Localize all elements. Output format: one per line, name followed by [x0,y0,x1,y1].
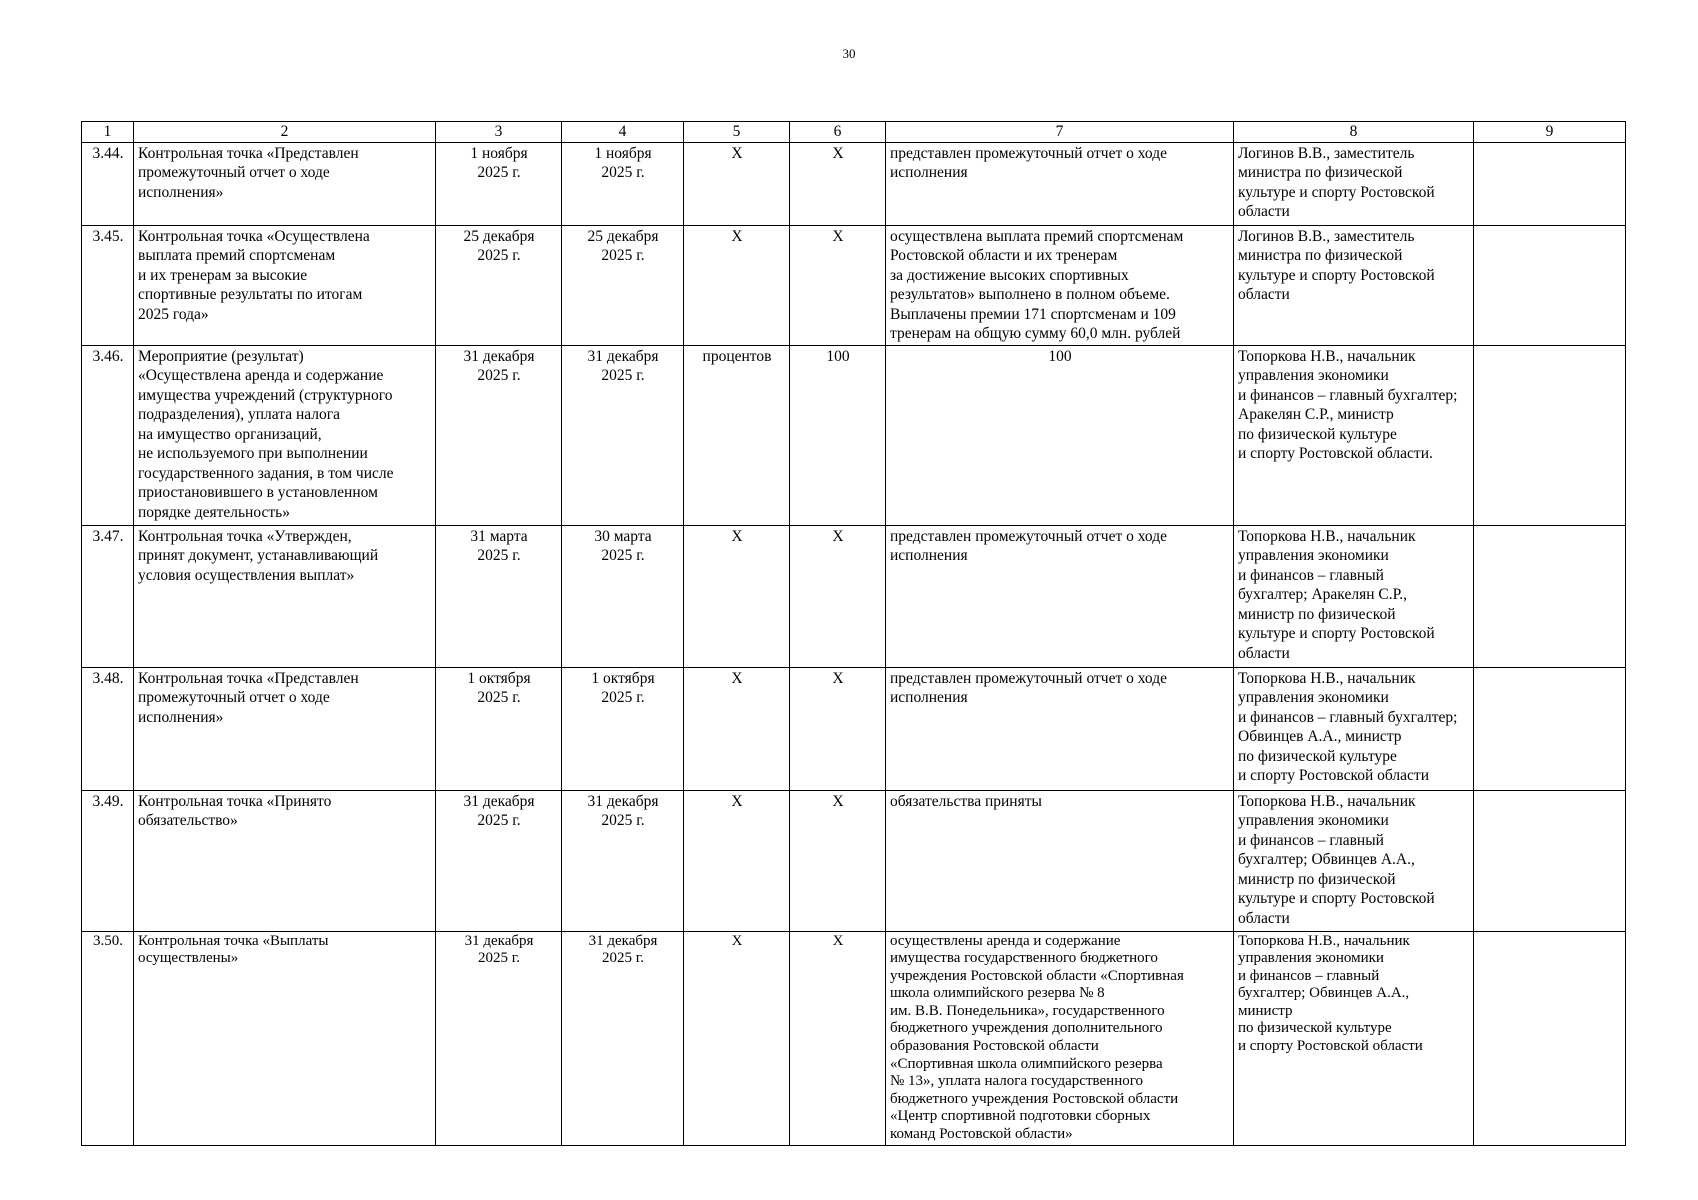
responsible-person-cell-line: культуре и спорту Ростовской [1238,890,1435,907]
result-description-cell-line: «Спортивная школа олимпийского резерва [890,1055,1163,1072]
unit-cell: процентов [684,345,790,525]
row-number: 3.46. [82,345,134,525]
item-name-cell-line: государственного задания, в том числе [138,464,394,482]
item-name-cell [134,225,436,345]
responsible-person-cell-line: Логинов В.В., заместитель [1238,227,1415,245]
planned-date-cell [436,525,562,667]
notes-cell [1474,345,1626,525]
item-name-cell-line: Контрольная точка «Утвержден, [138,527,352,545]
actual-date-cell [562,525,684,667]
responsible-person-cell-line: бухгалтер; Обвинцев А.А., [1238,985,1410,1002]
planned-date-cell-line: 31 декабря [463,792,535,810]
actual-date-cell-line: 2025 г. [601,247,645,264]
item-name-cell-line: имущества учреждений (структурного [138,386,393,404]
result-description-cell-line: исполнения [890,164,968,181]
item-name-cell-line: порядке деятельность» [138,503,290,521]
actual-date-cell-line: 30 марта [594,527,652,545]
planned-date-cell-line: 31 марта [470,527,528,545]
responsible-person-cell-line: министр по физической [1238,605,1396,623]
responsible-person-cell-line: области [1238,286,1290,303]
item-name-cell-line: и их тренерам за высокие [138,266,308,284]
column-header-4: 4 [562,122,684,143]
item-name-cell-line: Контрольная точка «Представлен [138,144,359,162]
result-description-cell-line: образования Ростовской области [890,1038,1099,1055]
actual-date-cell [562,667,684,790]
table-row [82,225,1626,345]
item-name-cell-line: спортивные результаты по итогам [138,286,363,303]
planned-value-cell: X [790,931,886,1145]
row-number: 3.50. [82,931,134,1145]
planned-date-cell-line: 2025 г. [477,689,521,706]
item-name-cell-line: на имущество организаций, [138,425,322,443]
table-row [82,142,1626,225]
page-number: 30 [842,46,856,61]
result-description-cell-line: Выплачены премии 171 спортсменам и 109 [890,305,1176,323]
actual-date-cell-line: 2025 г. [601,812,645,829]
item-name-cell-line: не используемого при выполнении [138,445,368,462]
responsible-person-cell-line: культуре и спорту Ростовской [1238,625,1435,642]
unit-cell: X [684,525,790,667]
planned-date-cell [436,790,562,931]
responsible-person-cell-line: министр [1238,1002,1293,1019]
result-description-cell-line: за достижение высоких спортивных [890,266,1129,284]
planned-date-cell-line: 2025 г. [477,812,521,829]
responsible-person-cell-line: и финансов – главный [1238,566,1384,584]
row-number: 3.44. [82,142,134,225]
responsible-person-cell-line: и финансов – главный бухгалтер; [1238,386,1458,404]
planned-date-cell [436,667,562,790]
responsible-person-cell-line: управления экономики [1238,812,1389,829]
actual-date-cell [562,931,684,1145]
item-name-cell-line: условия осуществления выплат» [138,566,355,584]
table-row [82,525,1626,667]
notes-cell [1474,142,1626,225]
item-name-cell-line: Контрольная точка «Осуществлена [138,227,370,245]
actual-date-cell-line: 2025 г. [601,689,645,706]
planned-date-cell-line: 31 декабря [464,932,534,949]
table-row [82,790,1626,931]
responsible-person-cell-line: министр по физической [1238,870,1396,888]
notes-cell [1474,790,1626,931]
item-name-cell [134,931,436,1145]
responsible-person-cell-line: Топоркова Н.В., начальник [1238,669,1416,687]
planned-date-cell-line: 25 декабря [463,227,535,245]
report-table [81,121,1626,1146]
column-header-2: 2 [134,122,436,143]
responsible-person-cell-line: по физической культуре [1238,425,1397,443]
responsible-person-cell-line: области [1238,644,1290,662]
item-name-cell-line: 2025 года» [138,305,209,323]
unit-cell: X [684,142,790,225]
table-body [82,142,1626,1145]
planned-date-cell-line: 2025 г. [477,164,521,181]
result-description-cell-line: представлен промежуточный отчет о ходе [890,669,1167,687]
table-row [82,931,1626,1145]
planned-date-cell [436,345,562,525]
column-header-9: 9 [1474,122,1626,143]
item-name-cell-line: обязательство» [138,812,238,829]
actual-date-cell-line: 2025 г. [601,547,645,564]
responsible-person-cell-line: и финансов – главный бухгалтер; [1238,708,1458,726]
planned-date-cell [436,142,562,225]
result-description-cell-line: представлен промежуточный отчет о ходе [890,144,1167,162]
planned-date-cell [436,931,562,1145]
actual-date-cell-line: 2025 г. [601,164,645,181]
actual-date-cell-line: 2025 г. [602,950,644,967]
responsible-person-cell-line: и финансов – главный [1238,831,1384,849]
item-name-cell [134,142,436,225]
actual-date-cell [562,790,684,931]
responsible-person-cell-line: управления экономики [1238,367,1389,384]
planned-date-cell-line: 1 октября [467,669,531,687]
responsible-person-cell-line: области [1238,203,1290,220]
responsible-person-cell-line: Топоркова Н.В., начальник [1238,347,1416,365]
responsible-person-cell [1234,667,1474,790]
column-header-8: 8 [1234,122,1474,143]
responsible-person-cell [1234,345,1474,525]
notes-cell [1474,931,1626,1145]
result-description-cell-line: бюджетного учреждения дополнительного [890,1020,1163,1037]
item-name-cell-line: Мероприятие (результат) [138,347,304,365]
item-name-cell-line: Контрольная точка «Представлен [138,669,359,687]
responsible-person-cell-line: и спорту Ростовской области [1238,767,1429,784]
column-header-1: 1 [82,122,134,143]
responsible-person-cell-line: Обвинцев А.А., министр [1238,728,1402,745]
item-name-cell-line: Контрольная точка «Принято [138,792,332,810]
actual-date-cell-line: 25 декабря [587,227,659,245]
planned-value-cell: X [790,790,886,931]
result-description-cell-line: «Центр спортивной подготовки сборных [890,1108,1151,1125]
actual-date-cell-line: 1 октября [591,669,655,687]
responsible-person-cell-line: Топоркова Н.В., начальник [1238,932,1410,949]
planned-date-cell-line: 2025 г. [478,950,520,967]
responsible-person-cell-line: бухгалтер; Обвинцев А.А., [1238,851,1415,868]
actual-date-cell [562,142,684,225]
responsible-person-cell-line: и финансов – главный [1238,967,1380,984]
result-description-cell-line: учреждения Ростовской области «Спортивная [890,967,1184,984]
result-description-cell [886,225,1234,345]
responsible-person-cell-line: Логинов В.В., заместитель [1238,144,1415,162]
responsible-person-cell-line: управления экономики [1238,547,1389,564]
unit-cell: X [684,931,790,1145]
planned-date-cell [436,225,562,345]
notes-cell [1474,225,1626,345]
result-description-cell-line: осуществлены аренда и содержание [890,932,1121,949]
actual-date-cell-line: 31 декабря [587,347,659,365]
result-description-cell-line: тренерам на общую сумму 60,0 млн. рублей [890,325,1181,342]
result-description-cell-line: № 13», уплата налога государственного [890,1073,1144,1090]
column-header-5: 5 [684,122,790,143]
column-header-6: 6 [790,122,886,143]
item-name-cell [134,667,436,790]
column-header-7: 7 [886,122,1234,143]
unit-cell: X [684,667,790,790]
responsible-person-cell-line: министра по физической [1238,247,1403,264]
result-description-cell [886,525,1234,667]
responsible-person-cell-line: и спорту Ростовской области [1238,1038,1423,1055]
responsible-person-cell-line: бухгалтер; Аракелян С.Р., [1238,586,1408,603]
result-description-cell-line: исполнения [890,547,968,564]
planned-date-cell-line: 2025 г. [477,367,521,384]
planned-value-cell: X [790,667,886,790]
item-name-cell-line: подразделения), уплата налога [138,406,340,423]
actual-date-cell-line: 31 декабря [587,792,659,810]
result-description-cell-line: исполнения [890,689,968,706]
responsible-person-cell-line: министра по физической [1238,164,1403,181]
actual-date-cell-line: 2025 г. [601,367,645,384]
result-description-cell-line: осуществлена выплата премий спортсменам [890,227,1184,245]
result-description-cell [886,931,1234,1145]
responsible-person-cell [1234,225,1474,345]
responsible-person-cell [1234,931,1474,1145]
result-description-cell-line: результатов» выполнено в полном объеме. [890,286,1170,303]
responsible-person-cell [1234,525,1474,667]
responsible-person-cell-line: по физической культуре [1238,1020,1392,1037]
result-description-cell-line: представлен промежуточный отчет о ходе [890,527,1167,545]
result-description-cell-line: им. В.В. Понедельника», государственного [890,1002,1165,1019]
responsible-person-cell-line: Топоркова Н.В., начальник [1238,527,1416,545]
result-description-cell-line: имущества государственного бюджетного [890,950,1158,967]
result-description-cell [886,345,1234,525]
item-name-cell [134,525,436,667]
notes-cell [1474,667,1626,790]
item-name-cell-line: осуществлены» [138,950,239,967]
result-description-cell [886,142,1234,225]
item-name-cell-line: принят документ, устанавливающий [138,547,379,564]
item-name-cell-line: промежуточный отчет о ходе [138,164,330,181]
actual-date-cell-line: 1 ноября [594,144,652,162]
responsible-person-cell-line: по физической культуре [1238,747,1397,765]
item-name-cell-line: выплата премий спортсменам [138,247,336,264]
actual-date-cell [562,225,684,345]
column-header-3: 3 [436,122,562,143]
row-number: 3.47. [82,525,134,667]
result-description-cell-line: бюджетного учреждения Ростовской области [890,1090,1179,1107]
responsible-person-cell-line: и спорту Ростовской области. [1238,445,1433,462]
actual-date-cell-line: 31 декабря [588,932,658,949]
result-description-cell [886,790,1234,931]
item-name-cell-line: исполнения» [138,708,224,726]
item-name-cell [134,345,436,525]
table-row [82,345,1626,525]
responsible-person-cell-line: управления экономики [1238,689,1389,706]
item-name-cell-line: «Осуществлена аренда и содержание [138,367,384,384]
header-row [82,122,1626,143]
item-name-cell-line: исполнения» [138,183,224,201]
result-description-cell-line: команд Ростовской области» [890,1126,1073,1143]
planned-date-cell-line: 2025 г. [477,247,521,264]
item-name-cell [134,790,436,931]
planned-value-cell: X [790,525,886,667]
planned-date-cell-line: 1 ноября [470,144,528,162]
result-description-cell-line: Ростовской области и их тренерам [890,247,1118,264]
result-description-cell-line: 100 [1048,347,1072,365]
table-row [82,667,1626,790]
row-number: 3.48. [82,667,134,790]
responsible-person-cell [1234,790,1474,931]
unit-cell: X [684,225,790,345]
responsible-person-cell-line: Аракелян С.Р., министр [1238,406,1394,423]
unit-cell: X [684,790,790,931]
item-name-cell-line: промежуточный отчет о ходе [138,689,330,706]
planned-value-cell: X [790,225,886,345]
planned-value-cell: X [790,142,886,225]
item-name-cell-line: приостановившего в установленном [138,484,378,501]
planned-value-cell: 100 [790,345,886,525]
responsible-person-cell-line: культуре и спорту Ростовской [1238,183,1435,201]
planned-date-cell-line: 2025 г. [477,547,521,564]
responsible-person-cell [1234,142,1474,225]
responsible-person-cell-line: Топоркова Н.В., начальник [1238,792,1416,810]
notes-cell [1474,525,1626,667]
row-number: 3.45. [82,225,134,345]
responsible-person-cell-line: культуре и спорту Ростовской [1238,266,1435,284]
item-name-cell-line: Контрольная точка «Выплаты [138,932,329,949]
row-number: 3.49. [82,790,134,931]
result-description-cell [886,667,1234,790]
result-description-cell-line: обязательства приняты [890,792,1042,810]
planned-date-cell-line: 31 декабря [463,347,535,365]
actual-date-cell [562,345,684,525]
responsible-person-cell-line: управления экономики [1238,950,1384,967]
responsible-person-cell-line: области [1238,909,1290,927]
result-description-cell-line: школа олимпийского резерва № 8 [890,985,1105,1002]
